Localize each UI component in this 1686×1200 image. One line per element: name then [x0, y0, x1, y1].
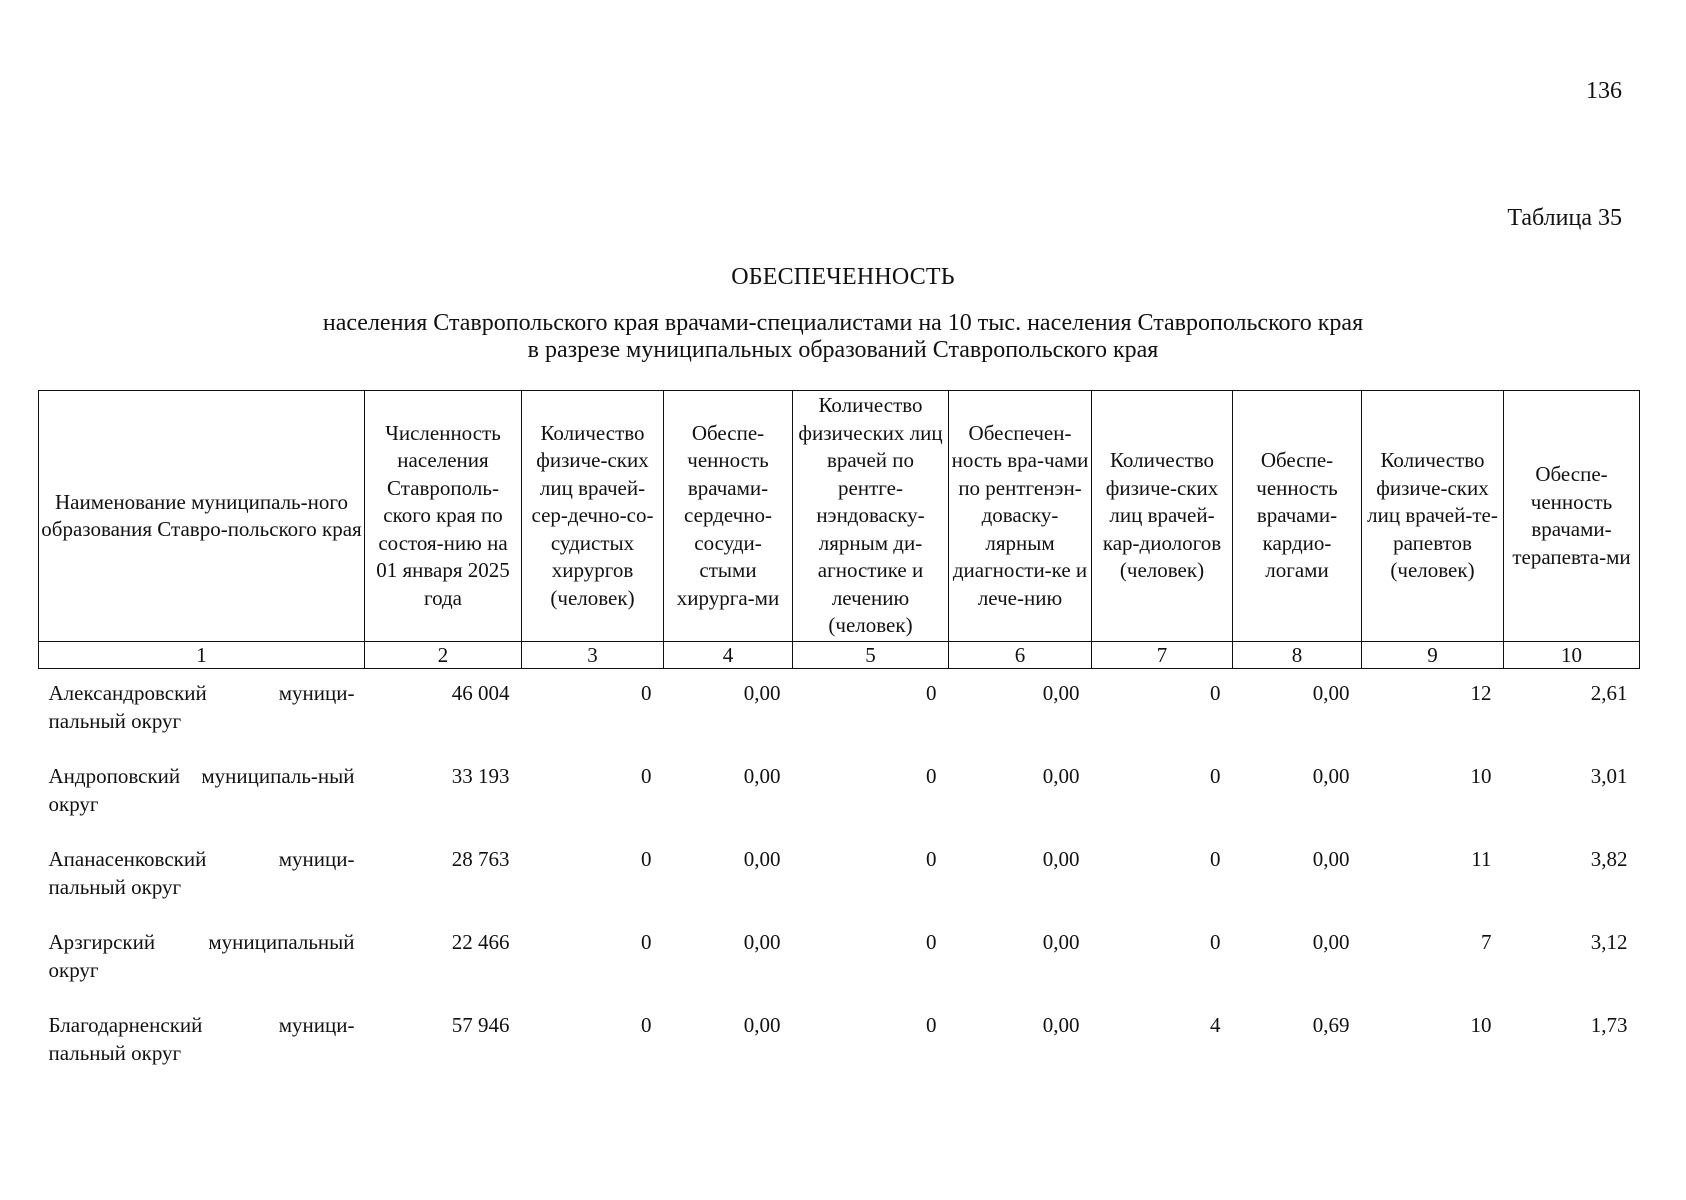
column-number: 3 [522, 642, 664, 669]
table-cell: 0,00 [1042, 764, 1080, 788]
table-cell: 0 [1210, 681, 1221, 705]
header-cell: Обеспечен-ность вра-чами по рентгенэн-доваску-лярным диагности-ке и лече-нию [949, 391, 1092, 642]
table-cell: 12 [1470, 681, 1492, 705]
header-cell: Количество физиче-ских лиц врачей-кар-диологов (человек) [1092, 391, 1233, 642]
column-number: 7 [1092, 642, 1233, 669]
table-cell: 0 [926, 930, 937, 954]
table-cell: 0,69 [1312, 1013, 1350, 1037]
table-cell: 0,00 [1042, 930, 1080, 954]
table-row [39, 918, 1640, 1001]
table-cell: 0 [641, 764, 652, 788]
table-cell: 0 [1210, 764, 1221, 788]
table-cell: 0 [926, 847, 937, 871]
table-cell: 2,61 [1590, 681, 1628, 705]
table-cell: 11 [1471, 847, 1492, 871]
header-cell: Обеспе-ченность врачами-кардио-логами [1233, 391, 1362, 642]
table-cell: 0,00 [1042, 681, 1080, 705]
header-cell: Количество физиче-ских лиц врачей-сер-дечно-со-судистых хирургов (человек) [522, 391, 664, 642]
municipality-name: Апанасенковский муници-пальный округ [48, 847, 355, 899]
table-cell: 3,82 [1590, 847, 1628, 871]
table-cell: 0,00 [743, 681, 781, 705]
document-subtitle [0, 310, 1686, 364]
document-title: ОБЕСПЕЧЕННОСТЬ [731, 264, 955, 290]
page-number: 136 [1586, 78, 1622, 104]
table-cell: 0,00 [1312, 847, 1350, 871]
table-cell: 0,00 [743, 847, 781, 871]
table-cell: 0 [926, 764, 937, 788]
table-cell: 3,12 [1590, 930, 1628, 954]
header-cell: Обеспе-ченность врачами-терапевта-ми [1504, 391, 1640, 642]
table-cell: 22 466 [451, 930, 510, 954]
table-row [39, 752, 1640, 835]
table-cell: 46 004 [451, 681, 510, 705]
column-number: 8 [1233, 642, 1362, 669]
table-cell: 0 [641, 847, 652, 871]
column-number: 1 [39, 642, 365, 669]
header-row [39, 391, 1640, 642]
table-cell: 0 [1210, 930, 1221, 954]
table-cell: 0 [641, 930, 652, 954]
table-cell: 0,00 [743, 1013, 781, 1037]
table-row [39, 669, 1640, 753]
column-number: 2 [365, 642, 522, 669]
column-number: 4 [664, 642, 793, 669]
table-cell: 10 [1470, 1013, 1492, 1037]
header-cell: Численность населения Ставрополь-ского края по состоя-нию на 01 января 2025 года [365, 391, 522, 642]
header-cell: Количество физических лиц врачей по рентге-нэндоваску-лярным ди-агностике и лечению (человек) [793, 391, 949, 642]
table-cell: 1,73 [1590, 1013, 1628, 1037]
table-cell: 0,00 [1312, 681, 1350, 705]
column-number-row [39, 642, 1640, 669]
table-cell: 0 [641, 1013, 652, 1037]
table-cell: 3,01 [1590, 764, 1628, 788]
table-cell: 0 [926, 681, 937, 705]
column-number: 6 [949, 642, 1092, 669]
table-cell: 4 [1210, 1013, 1221, 1037]
header-cell: Количество физиче-ских лиц врачей-те-рапевтов (человек) [1362, 391, 1504, 642]
municipality-name: Арзгирский муниципальный округ [48, 930, 355, 982]
table-cell: 0,00 [1312, 764, 1350, 788]
table-cell: 33 193 [451, 764, 510, 788]
municipality-name: Благодарненский муници-пальный округ [48, 1013, 355, 1065]
table-cell: 0,00 [743, 764, 781, 788]
subtitle-line-1: населения Ставропольского края врачами-специалистами на 10 тыс. населения Ставропольского края [322, 310, 1364, 336]
column-number: 10 [1504, 642, 1640, 669]
table-cell: 0,00 [743, 930, 781, 954]
municipality-name: Александровский муници-пальный округ [48, 681, 355, 733]
table-cell: 10 [1470, 764, 1492, 788]
provision-table [38, 390, 1640, 1084]
table-cell: 28 763 [451, 847, 510, 871]
subtitle-line-2: в разрезе муниципальных образований Ставропольского края [527, 337, 1159, 363]
table-cell: 0 [1210, 847, 1221, 871]
table-row [39, 1001, 1640, 1084]
table-cell: 0,00 [1312, 930, 1350, 954]
table-cell: 57 946 [451, 1013, 510, 1037]
table-cell: 0 [641, 681, 652, 705]
municipality-name: Андроповский муниципаль-ный округ [48, 764, 355, 816]
header-cell: Обеспе-ченность врачами-сердечно-сосуди-стыми хирурга-ми [664, 391, 793, 642]
table-cell: 0 [926, 1013, 937, 1037]
table-cell: 0,00 [1042, 847, 1080, 871]
column-number: 9 [1362, 642, 1504, 669]
column-number: 5 [793, 642, 949, 669]
table-cell: 7 [1481, 930, 1492, 954]
header-cell: Наименование муниципаль-ного образования Ставро-польского края [39, 391, 365, 642]
table-cell: 0,00 [1042, 1013, 1080, 1037]
table-label: Таблица 35 [1507, 205, 1622, 231]
table-row [39, 835, 1640, 918]
